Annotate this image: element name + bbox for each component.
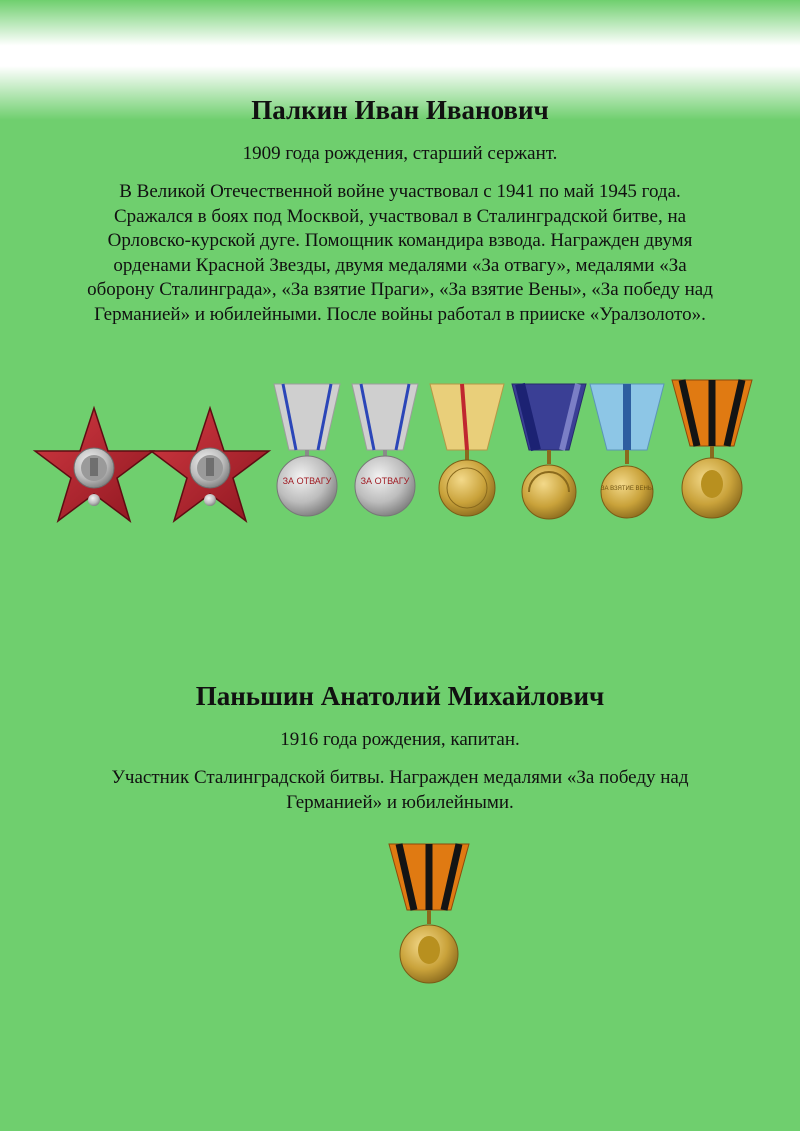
awards-illustration	[0, 378, 800, 528]
medal-capture-prague	[512, 384, 586, 519]
medal-for-courage-1	[274, 384, 340, 516]
veteran-entry-1	[0, 92, 800, 327]
medal-inscription: ЗА ВЗЯТИЕ ВЕНЫ	[600, 486, 654, 492]
medal-defense-stalingrad	[430, 384, 504, 516]
veteran-biography: В Великой Отечественной войне участвовал с 1941 по май 1945 года. Сражался в боях под Москвой, участвовал в Сталинградской битве, на Орловско-курской дуге. Помощник командира взвода. Награжден двумя орденами Красной Звезды, двумя медалями «За отвагу», медалями «За оборону Сталинграда», «За взятие Праги», «За взятие Вены», «За победу над Германией» и юбилейными. После войны работал в прииске «Уралзолото».	[87, 181, 713, 325]
order-red-star-1	[35, 408, 153, 521]
medal-inscription: ЗА ОТВАГУ	[282, 476, 332, 486]
veteran-entry-2	[0, 678, 800, 815]
order-red-star-2	[151, 408, 269, 521]
medal-inscription: ЗА ОТВАГУ	[360, 476, 410, 486]
veteran-name: Палкин Иван Иванович	[251, 95, 549, 125]
medal-capture-vienna	[590, 384, 664, 518]
awards-row-1	[0, 378, 800, 528]
veteran-subtitle: 1909 года рождения, старший сержант.	[242, 143, 558, 164]
medal-victory-germany	[672, 380, 752, 518]
awards-illustration	[0, 840, 800, 990]
awards-row-2	[0, 840, 800, 990]
medal-victory-germany	[389, 844, 469, 983]
veteran-biography: Участник Сталинградской битвы. Награжден медалями «За победу над Германией» и юбилейными.	[111, 767, 689, 813]
medal-for-courage-2	[352, 384, 418, 516]
veteran-name: Паньшин Анатолий Михайлович	[195, 681, 605, 711]
veteran-subtitle: 1916 года рождения, капитан.	[280, 729, 520, 750]
